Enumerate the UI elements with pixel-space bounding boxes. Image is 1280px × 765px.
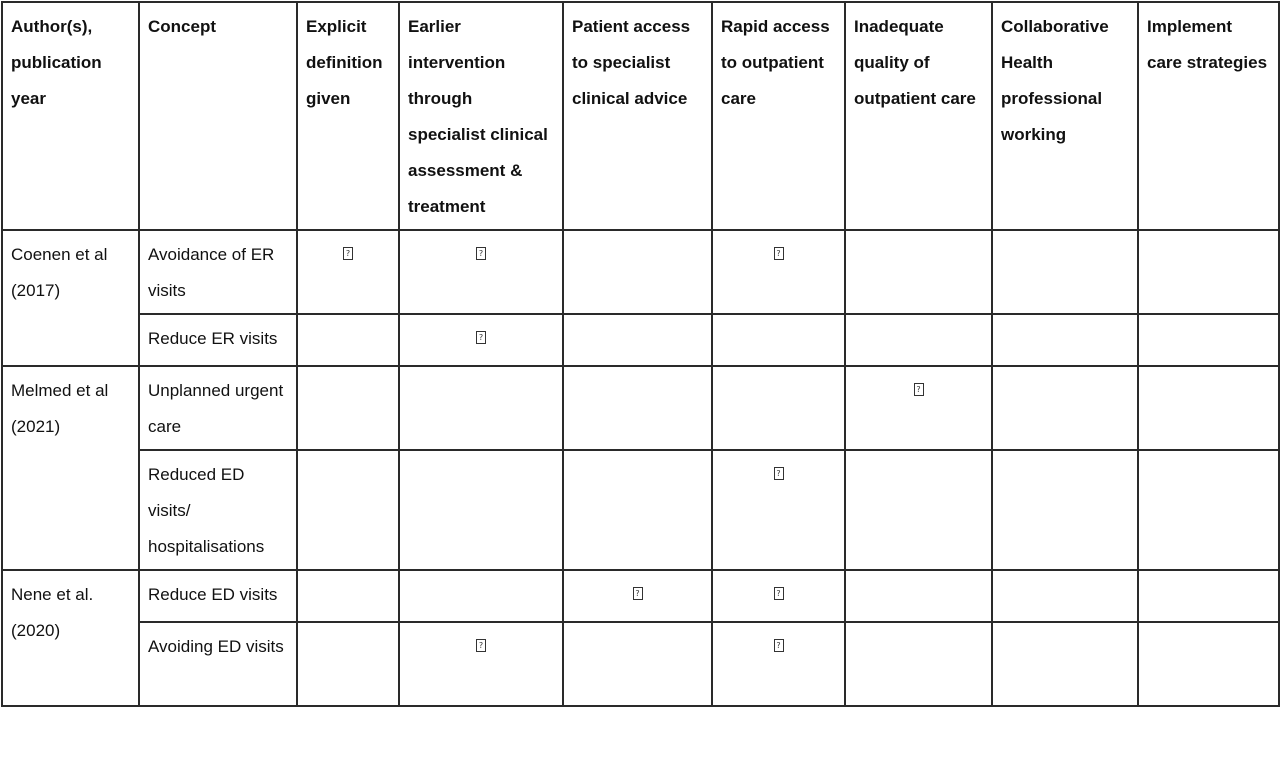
- check-mark-icon: ?: [914, 383, 924, 396]
- check-mark-icon: ?: [774, 467, 784, 480]
- mark-cell: [297, 366, 399, 450]
- mark-cell: [712, 230, 845, 314]
- check-mark-icon: ?: [774, 247, 784, 260]
- check-mark-icon: ?: [774, 587, 784, 600]
- table-row: [2, 570, 1279, 622]
- mark-cell: [992, 314, 1138, 366]
- concept-cell: Reduced ED visits/ hospitalisations: [139, 450, 297, 570]
- header-patient-access: Patient access to specialist clinical advice: [563, 2, 712, 230]
- mark-cell: [1138, 450, 1279, 570]
- mark-cell: [563, 622, 712, 706]
- mark-cell: [712, 450, 845, 570]
- check-mark-icon: ?: [774, 639, 784, 652]
- mark-cell: [399, 570, 563, 622]
- check-mark-icon: ?: [476, 331, 486, 344]
- header-row: [2, 2, 1279, 230]
- mark-cell: [845, 622, 992, 706]
- table-body: [2, 230, 1279, 706]
- literature-review-table: [1, 1, 1280, 707]
- mark-cell: [1138, 366, 1279, 450]
- mark-cell: [845, 366, 992, 450]
- mark-cell: [563, 570, 712, 622]
- mark-cell: [297, 450, 399, 570]
- header-explicit-definition: Explicit definition given: [297, 2, 399, 230]
- mark-cell: [563, 314, 712, 366]
- mark-cell: [845, 314, 992, 366]
- mark-cell: [845, 570, 992, 622]
- check-mark-icon: ?: [343, 247, 353, 260]
- mark-cell: [992, 366, 1138, 450]
- header-inadequate-quality: Inadequate quality of outpatient care: [845, 2, 992, 230]
- header-concept: Concept: [139, 2, 297, 230]
- concept-cell: Avoidance of ER visits: [139, 230, 297, 314]
- mark-cell: [992, 622, 1138, 706]
- mark-cell: [399, 622, 563, 706]
- mark-cell: [1138, 570, 1279, 622]
- header-earlier-intervention: Earlier intervention through specialist clinical assessment & treatment: [399, 2, 563, 230]
- mark-cell: [399, 366, 563, 450]
- mark-cell: [845, 450, 992, 570]
- mark-cell: [399, 314, 563, 366]
- header-rapid-access: Rapid access to outpatient care: [712, 2, 845, 230]
- mark-cell: [845, 230, 992, 314]
- table-row: [2, 622, 1279, 706]
- mark-cell: [563, 450, 712, 570]
- mark-cell: [563, 366, 712, 450]
- mark-cell: [992, 230, 1138, 314]
- mark-cell: [297, 314, 399, 366]
- header-implement-care: Implement care strategies: [1138, 2, 1279, 230]
- mark-cell: [297, 230, 399, 314]
- check-mark-icon: ?: [476, 639, 486, 652]
- mark-cell: [399, 450, 563, 570]
- mark-cell: [992, 570, 1138, 622]
- mark-cell: [712, 366, 845, 450]
- mark-cell: [563, 230, 712, 314]
- check-mark-icon: ?: [633, 587, 643, 600]
- table-row: [2, 314, 1279, 366]
- header-collaborative-working: Collaborative Health professional working: [992, 2, 1138, 230]
- author-cell: Coenen et al (2017): [2, 230, 139, 366]
- mark-cell: [712, 314, 845, 366]
- mark-cell: [297, 570, 399, 622]
- author-cell: Nene et al. (2020): [2, 570, 139, 706]
- mark-cell: [1138, 230, 1279, 314]
- header-author: Author(s), publication year: [2, 2, 139, 230]
- concept-cell: Unplanned urgent care: [139, 366, 297, 450]
- author-cell: Melmed et al (2021): [2, 366, 139, 570]
- mark-cell: [297, 622, 399, 706]
- table-row: [2, 450, 1279, 570]
- table-row: [2, 366, 1279, 450]
- table-row: [2, 230, 1279, 314]
- mark-cell: [712, 622, 845, 706]
- concept-cell: Avoiding ED visits: [139, 622, 297, 706]
- check-mark-icon: ?: [476, 247, 486, 260]
- mark-cell: [992, 450, 1138, 570]
- mark-cell: [712, 570, 845, 622]
- mark-cell: [399, 230, 563, 314]
- mark-cell: [1138, 622, 1279, 706]
- mark-cell: [1138, 314, 1279, 366]
- concept-cell: Reduce ER visits: [139, 314, 297, 366]
- concept-cell: Reduce ED visits: [139, 570, 297, 622]
